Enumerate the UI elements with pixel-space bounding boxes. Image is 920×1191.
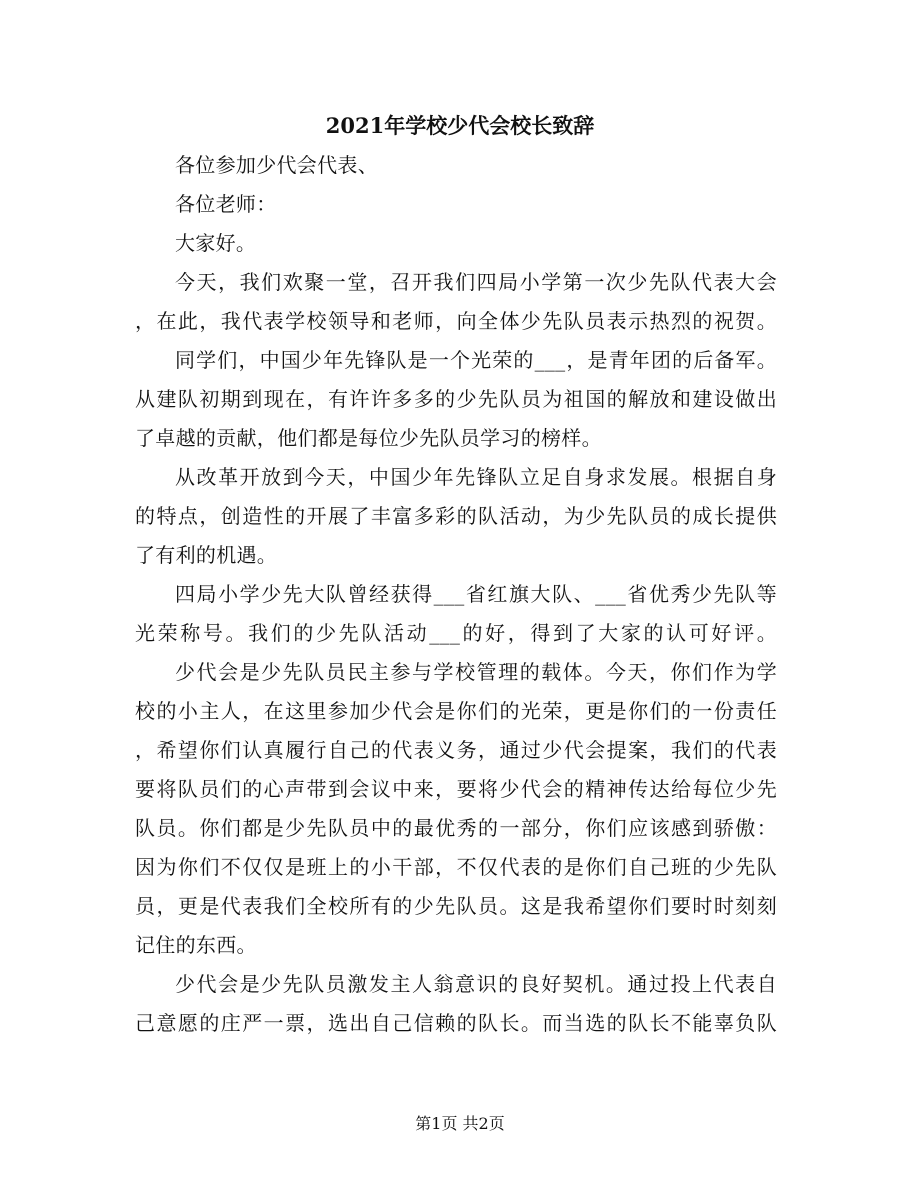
text-line: 校的小主人，在这里参加少代会是你们的光荣，更是你们的一份责任 — [135, 699, 777, 723]
text-line: 各位参加少代会代表、 — [175, 153, 378, 177]
document-body — [135, 146, 777, 1043]
text-line: 少代会是少先队员激发主人翁意识的良好契机。通过投上代表自 — [175, 972, 777, 996]
document-title: 2021年学校少代会校长致辞 — [325, 113, 595, 138]
text-line: 了卓越的贡献，他们都是每位少先队员学习的榜样。 — [135, 426, 602, 450]
text-line: 大家好。 — [175, 231, 257, 255]
text-line: 四局小学少先大队曾经获得___省红旗大队、___省优秀少先队等 — [175, 582, 777, 606]
text-line: 要将队员们的心声带到会议中来，要将少代会的精神传达给每位少先 — [135, 777, 777, 801]
text-line: 少代会是少先队员民主参与学校管理的载体。今天，你们作为学 — [175, 660, 777, 684]
text-line: 从建队初期到现在，有许许多多的少先队员为祖国的解放和建设做出 — [135, 387, 777, 411]
text-line: ，希望你们认真履行自己的代表义务，通过少代会提案，我们的代表 — [135, 738, 777, 762]
page-footer: 第1页 共2页 — [415, 1114, 505, 1133]
text-line: 今天，我们欢聚一堂，召开我们四局小学第一次少先队代表大会 — [175, 270, 777, 294]
text-line: ，在此，我代表学校领导和老师，向全体少先队员表示热烈的祝贺。 — [135, 309, 777, 333]
text-line: 记住的东西。 — [135, 933, 257, 957]
text-line: 光荣称号。我们的少先队活动___的好，得到了大家的认可好评。 — [135, 621, 777, 645]
text-line: 因为你们不仅仅是班上的小干部，不仅代表的是你们自己班的少先队 — [135, 855, 777, 879]
text-line: 的特点，创造性的开展了丰富多彩的队活动，为少先队员的成长提供 — [135, 504, 777, 528]
text-line: 员，更是代表我们全校所有的少先队员。这是我希望你们要时时刻刻 — [135, 894, 777, 918]
text-line: 己意愿的庄严一票，选出自己信赖的队长。而当选的队长不能辜负队 — [135, 1011, 777, 1035]
text-line: 同学们，中国少年先锋队是一个光荣的___，是青年团的后备军。 — [175, 348, 777, 372]
text-line: 了有利的机遇。 — [135, 543, 278, 567]
text-line: 队员。你们都是少先队员中的最优秀的一部分，你们应该感到骄傲： — [135, 816, 777, 840]
text-line: 各位老师： — [175, 192, 277, 216]
text-line: 从改革开放到今天，中国少年先锋队立足自身求发展。根据自身 — [175, 465, 777, 489]
